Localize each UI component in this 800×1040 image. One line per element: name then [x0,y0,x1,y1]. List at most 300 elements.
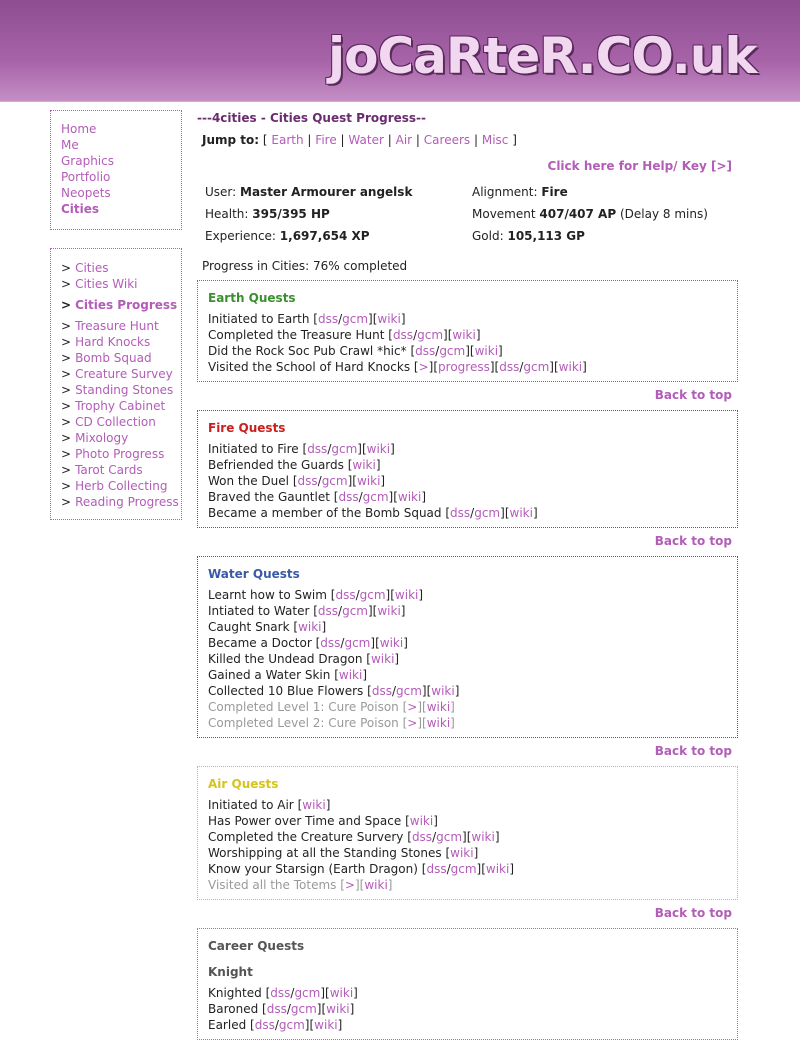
bracket: [ [313,312,318,326]
bracket: ] [498,344,503,358]
stat-experience-value: 1,697,654 XP [279,229,370,243]
bracket: [ [413,360,419,374]
bracket: [ [366,652,371,666]
wiki-link[interactable]: wiki [426,716,451,730]
wiki-link[interactable]: wiki [329,986,354,1000]
wiki-link[interactable]: wiki [377,312,401,326]
slash: / [274,1018,279,1032]
stat-movement-label: Movement [472,207,536,221]
dss-link[interactable]: dss [415,344,436,358]
bracket: ] [450,700,455,714]
gcm-link[interactable]: gcm [342,312,369,326]
bracket: [ [333,490,339,504]
subnav-item[interactable] [61,478,181,494]
gcm-link[interactable]: gcm [436,830,463,844]
wiki-link[interactable]: wiki [326,1002,350,1016]
bracket: ] [362,668,368,682]
dss-link[interactable]: dss [297,474,318,488]
wiki-link[interactable]: wiki [509,506,533,520]
bracket: [ [405,814,410,828]
subnav-item-label[interactable]: Creature Survey [75,367,173,381]
cities-subnav [50,248,182,520]
gcm-link[interactable]: gcm [474,506,501,520]
slash: / [446,862,451,876]
bracket: [ [340,878,345,892]
jump-earth-link[interactable]: Earth [271,133,304,147]
quest-line [208,861,727,877]
subnav-item[interactable] [61,398,181,414]
slash: / [338,312,343,326]
chevron-right-icon: > [61,335,72,349]
jump-open-bracket: [ [262,133,268,147]
quest-text: Became a member of the Bomb Squad [208,506,442,520]
quest-line [208,457,727,473]
site-logo[interactable]: joCaRteR.CO.uk [328,27,757,85]
nav-home[interactable]: Home [61,122,97,136]
subnav-item-label[interactable]: Herb Collecting [75,479,168,493]
wiki-link[interactable]: wiki [471,830,495,844]
subnav-item[interactable] [61,414,181,430]
quest-line [208,311,727,327]
wiki-link[interactable]: wiki [302,798,326,812]
dss-link[interactable]: dss [338,490,359,504]
bracket: [ [372,604,378,618]
bracket: ] [500,506,505,520]
career-quests-title: Career Quests [208,939,305,953]
progress-link[interactable]: progress [438,360,490,374]
stat-experience-label: Experience: [205,229,276,243]
quest-line [208,441,727,457]
bracket: [ [315,636,321,650]
stat-alignment [472,184,568,200]
details-link[interactable]: > [407,716,418,730]
subnav-item-label[interactable]: Cities Progress [75,298,178,312]
jump-air-link[interactable]: Air [395,133,413,147]
bracket: ] [400,604,406,618]
bracket: [ [352,474,357,488]
subnav-item-label[interactable]: Mixology [75,431,129,445]
chevron-right-icon: > [61,367,72,381]
stat-alignment-value: Fire [541,185,568,199]
dss-link[interactable]: dss [266,1002,287,1016]
dss-link[interactable]: dss [254,1018,275,1032]
bracket: ] [582,360,587,374]
slash: / [317,474,322,488]
quest-line [208,651,727,667]
dss-link[interactable]: dss [320,636,341,650]
jump-misc-link[interactable]: Misc [481,133,509,147]
quest-text: Braved the Gauntlet [208,490,330,504]
dss-link[interactable]: dss [499,360,520,374]
chevron-right-icon: > [61,415,72,429]
player-stats [205,184,738,250]
gcm-link[interactable]: gcm [359,588,386,602]
quest-line [208,845,727,861]
subnav-item[interactable] [61,382,181,398]
bracket: [ [402,700,408,714]
bracket: [ [402,716,408,730]
quest-line [208,587,727,603]
bracket: [ [372,312,378,326]
bracket: [ [330,588,336,602]
gcm-link[interactable]: gcm [344,636,371,650]
subnav-item-label[interactable]: CD Collection [75,415,156,429]
bracket: [ [388,328,393,342]
bracket: ] [417,716,423,730]
bracket: ] [450,716,455,730]
bracket: ] [367,604,373,618]
dss-link[interactable]: dss [426,862,447,876]
quest-line [208,1001,727,1017]
quest-text: Caught Snark [208,620,290,634]
stat-movement-note: (Delay 8 mins) [619,207,708,221]
bracket: ] [476,862,482,876]
quest-line [208,343,727,359]
bracket: ] [304,1018,310,1032]
bracket: [ [361,442,367,456]
stat-health-label: Health: [205,207,249,221]
subnav-item[interactable] [61,446,181,462]
bracket: [ [422,700,427,714]
quest-text: Completed Level 2: Cure Poison [208,716,399,730]
quest-text: Worshipping at all the Standing Stones [208,846,442,860]
bracket: ] [357,442,362,456]
bracket: [ [265,986,271,1000]
air-quests-box [197,766,738,900]
bracket: [ [359,878,365,892]
bracket: ] [325,798,331,812]
wiki-link[interactable]: wiki [409,814,434,828]
stat-user-label: User: [205,185,237,199]
bracket: ] [509,862,515,876]
gcm-link[interactable]: gcm [450,862,477,876]
details-link[interactable]: > [418,360,429,374]
wiki-link[interactable]: wiki [450,846,474,860]
jump-careers-link[interactable]: Careers [423,133,471,147]
water-quests-box [197,556,738,738]
quest-line [208,797,727,813]
bracket: ] [421,684,427,698]
nav-neopets[interactable]: Neopets [61,186,111,200]
dss-link[interactable]: dss [392,328,414,342]
quest-line [208,813,727,829]
subnav-item-label[interactable]: Standing Stones [75,383,174,397]
bracket: ] [400,312,406,326]
bracket: [ [426,684,432,698]
help-key-link[interactable]: Click here for Help/ Key [>] [547,159,732,173]
quest-text: Gained a Water Skin [208,668,331,682]
subnav-item[interactable] [61,276,181,292]
quest-text: Completed the Creature Survery [208,830,404,844]
air-quests-title: Air Quests [208,777,279,791]
slash: / [290,986,295,1000]
nav-me[interactable]: Me [61,138,79,152]
slash: / [432,830,437,844]
back-to-top-link[interactable]: Back to top [654,906,732,920]
subnav-item[interactable] [61,334,181,350]
quest-line [208,619,727,635]
nav-graphics[interactable]: Graphics [61,154,114,168]
subnav-item[interactable] [61,318,181,334]
bracket: [ [433,360,439,374]
dss-link[interactable]: dss [371,684,392,698]
stat-gold-value: 105,113 GP [507,229,585,243]
quest-text: Know your Starsign (Earth Dragon) [208,862,418,876]
chevron-right-icon: > [61,399,72,413]
gcm-link[interactable]: gcm [342,604,368,618]
bracket: [ [445,846,451,860]
slash: / [355,588,360,602]
quest-line [208,715,727,731]
dss-link[interactable]: dss [450,506,471,520]
stat-alignment-label: Alignment: [472,185,538,199]
jump-fire-link[interactable]: Fire [315,133,337,147]
gcm-link[interactable]: gcm [278,1018,305,1032]
jump-separator: | [307,133,312,147]
stat-movement [472,206,708,222]
jump-separator: | [340,133,345,147]
subnav-item-label[interactable]: Tarot Cards [75,463,143,477]
water-quests-title: Water Quests [208,567,300,581]
quest-text: Has Power over Time and Space [208,814,402,828]
wiki-link[interactable]: wiki [356,474,381,488]
stat-gold-label: Gold: [472,229,504,243]
bracket: [ [292,474,298,488]
stat-user [205,184,412,200]
bracket: [ [421,862,427,876]
subnav-item-label[interactable]: Reading Progress [75,495,179,509]
quest-text: Befriended the Guards [208,458,344,472]
details-link[interactable]: > [344,878,355,892]
bracket: [ [367,684,372,698]
quest-text: Did the Rock Soc Pub Crawl *hic* [208,344,407,358]
quest-text: Completed the Treasure Hunt [208,328,385,342]
subnav-item[interactable] [61,462,181,478]
wiki-link[interactable]: wiki [397,490,422,504]
subnav-item-label[interactable]: Hard Knocks [75,335,151,349]
back-to-top-link[interactable]: Back to top [654,744,732,758]
bracket: ] [421,490,427,504]
slash: / [519,360,524,374]
wiki-link[interactable]: wiki [338,668,363,682]
wiki-link[interactable]: wiki [394,588,419,602]
bracket: [ [407,830,412,844]
stat-health-value: 395/395 HP [252,207,330,221]
wiki-link[interactable]: wiki [377,604,401,618]
bracket: ] [417,700,423,714]
quest-text: Initiated to Fire [208,442,299,456]
subnav-item[interactable] [61,297,181,313]
gcm-link[interactable]: gcm [294,986,321,1000]
dss-link[interactable]: dss [307,442,328,456]
wiki-link[interactable]: wiki [370,652,395,666]
subnav-item[interactable] [61,350,181,366]
subnav-item-label[interactable]: Treasure Hunt [75,319,159,333]
quest-text: Initiated to Earth [208,312,310,326]
jump-separator: | [473,133,479,147]
bracket: ] [428,360,434,374]
wiki-link[interactable]: wiki [366,442,391,456]
site-header [0,0,800,102]
bracket: [ [422,716,427,730]
gcm-link[interactable]: gcm [523,360,550,374]
quest-line [208,985,727,1001]
bracket: ] [316,1002,322,1016]
bracket: ] [353,986,358,1000]
bracket: ] [418,588,424,602]
quest-text: Baroned [208,1002,259,1016]
subnav-item-label[interactable]: Bomb Squad [75,351,152,365]
bracket: ] [403,636,408,650]
wiki-link[interactable]: wiki [452,328,476,342]
bracket: ] [390,442,395,456]
back-to-top-link[interactable]: Back to top [654,388,732,402]
subnav-item-label[interactable]: Photo Progress [75,447,165,461]
bracket: ] [465,344,470,358]
quest-text: Collected 10 Blue Flowers [208,684,364,698]
subnav-item-label[interactable]: Trophy Cabinet [75,399,166,413]
stat-gold [472,228,585,244]
chevron-right-icon: > [61,351,72,365]
slash: / [286,1002,291,1016]
jump-to-bar [202,132,738,148]
bracket: [ [466,830,472,844]
quest-text: Killed the Undead Dragon [208,652,363,666]
bracket: ] [347,474,353,488]
dss-link[interactable]: dss [411,830,433,844]
quest-text: Earled [208,1018,247,1032]
career-quests-box [197,928,738,1040]
wiki-link[interactable]: wiki [485,862,510,876]
wiki-link[interactable]: wiki [558,360,583,374]
quest-text: Completed Level 1: Cure Poison [208,700,399,714]
wiki-link[interactable]: wiki [314,1018,338,1032]
wiki-link[interactable]: wiki [379,636,404,650]
bracket: ] [375,458,381,472]
bracket: ] [380,474,386,488]
bracket: [ [309,1018,315,1032]
slash: / [470,506,475,520]
bracket: [ [262,1002,267,1016]
bracket: ] [349,1002,355,1016]
slash: / [413,328,418,342]
chevron-right-icon: > [61,277,72,291]
chevron-right-icon: > [61,319,72,333]
gcm-link[interactable]: gcm [362,490,389,504]
quest-line [208,635,727,651]
chevron-right-icon: > [61,463,72,477]
quest-text: Won the Duel [208,474,289,488]
subnav-item[interactable] [61,260,181,276]
chevron-right-icon: > [61,298,72,312]
page-title: ---4cities - Cities Quest Progress-- [197,111,427,125]
gcm-link[interactable]: gcm [331,442,358,456]
gcm-link[interactable]: gcm [439,344,466,358]
wiki-link[interactable]: wiki [352,458,376,472]
subnav-item-label[interactable]: Cities Wiki [75,277,138,291]
bracket: [ [393,490,398,504]
bracket: [ [302,442,308,456]
progress-summary: Progress in Cities: 76% completed [202,259,408,273]
wiki-link[interactable]: wiki [426,700,451,714]
bracket: ] [473,846,479,860]
dss-link[interactable]: dss [317,312,339,326]
knight-subheading: Knight [208,965,253,979]
quest-line [208,699,727,715]
bracket: [ [553,360,559,374]
bracket: [ [325,986,330,1000]
quest-text: Became a Doctor [208,636,312,650]
bracket: ] [549,360,554,374]
bracket: ] [443,328,448,342]
nav-cities[interactable]: Cities [61,202,100,216]
earth-quests-box [197,280,738,382]
slash: / [358,490,363,504]
bracket: [ [347,458,353,472]
slash: / [435,344,440,358]
quest-text: Initiated to Air [208,798,294,812]
gcm-link[interactable]: gcm [396,684,422,698]
dss-link[interactable]: dss [270,986,291,1000]
bracket: [ [390,588,395,602]
bracket: ] [370,636,376,650]
quest-line [208,829,727,845]
bracket: ] [454,684,460,698]
bracket: ] [368,312,373,326]
bracket: [ [481,862,486,876]
back-to-top-link[interactable]: Back to top [654,534,732,548]
bracket: [ [250,1018,255,1032]
bracket: ] [532,506,538,520]
wiki-link[interactable]: wiki [431,684,455,698]
subnav-item[interactable] [61,494,181,510]
quest-line [208,327,727,343]
subnav-item[interactable] [61,430,181,446]
subnav-item-label[interactable]: Cities [75,261,109,275]
chevron-right-icon: > [61,479,72,493]
bracket: [ [447,328,453,342]
chevron-right-icon: > [61,431,72,445]
slash: / [340,636,345,650]
bracket: ] [354,878,360,892]
gcm-link[interactable]: gcm [417,328,444,342]
dss-link[interactable]: dss [335,588,356,602]
wiki-link[interactable]: wiki [364,878,388,892]
jump-label: Jump to: [202,133,260,147]
quest-line [208,359,727,375]
bracket: [ [297,798,303,812]
jump-close-bracket: ] [512,133,517,147]
gcm-link[interactable]: gcm [321,474,348,488]
subnav-item[interactable] [61,366,181,382]
bracket: ] [388,490,394,504]
main-nav [50,110,182,230]
quest-text: Visited all the Totems [208,878,337,892]
details-link[interactable]: > [407,700,418,714]
chevron-right-icon: > [61,383,72,397]
stat-user-value: Master Armourer angelsk [240,185,413,199]
bracket: ] [433,814,438,828]
bracket: [ [410,344,416,358]
jump-water-link[interactable]: Water [348,133,384,147]
nav-portfolio[interactable]: Portfolio [61,170,111,184]
gcm-link[interactable]: gcm [290,1002,317,1016]
jump-separator: | [415,133,420,147]
dss-link[interactable]: dss [317,604,339,618]
stat-experience [205,228,370,244]
wiki-link[interactable]: wiki [298,620,322,634]
wiki-link[interactable]: wiki [474,344,499,358]
